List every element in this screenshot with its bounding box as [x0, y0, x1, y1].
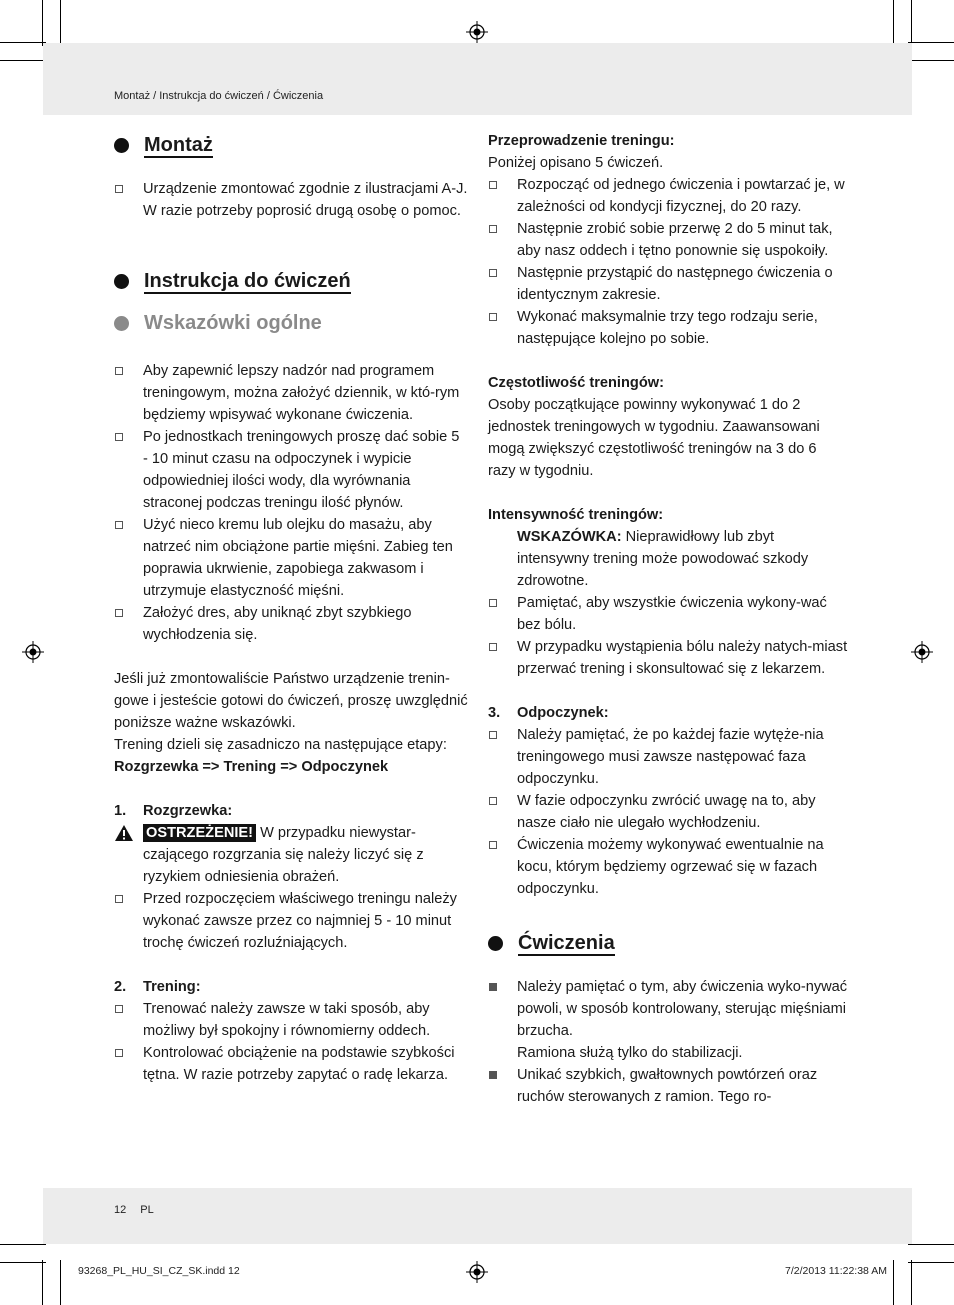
section-heading-instrukcja: Instrukcja do ćwiczeń: [114, 266, 468, 296]
checkbox-square-icon: [115, 433, 123, 441]
crop-mark: [911, 1260, 912, 1305]
crop-mark: [893, 0, 894, 46]
list-item: Rozpocząć od jednego ćwiczenia i powtarzać je, w zależności od kondycji fizycznej, do 20 razy.: [488, 174, 848, 218]
numbered-heading-warmup: 1. Rozgrzewka:: [114, 803, 233, 819]
breadcrumb: Montaż / Instrukcja do ćwiczeń / Ćwiczenia: [114, 90, 324, 102]
list-item: Należy pamiętać o tym, aby ćwiczenia wyko-nywać powoli, w sposób kontrolowany, sterując mięśniami brzucha. Ramiona służą tylko do stabilizacji.: [488, 976, 848, 1064]
section-heading-montaz: Montaż: [114, 130, 468, 160]
conduct-intro: Poniżej opisano 5 ćwiczeń.: [488, 155, 664, 171]
checkbox-square-icon: [489, 599, 497, 607]
page-number: 12 PL: [114, 1204, 154, 1216]
bullet-dot-icon: [114, 274, 129, 289]
filled-square-icon: [489, 1071, 497, 1079]
checkbox-square-icon: [115, 367, 123, 375]
crop-mark: [911, 0, 912, 46]
registration-mark-icon: [466, 21, 488, 43]
section-heading-wskazowki: Wskazówki ogólne: [114, 308, 468, 338]
list-item: Następnie przystąpić do następnego ćwiczenia o identycznym zakresie.: [488, 262, 848, 306]
checkbox-square-icon: [489, 269, 497, 277]
list-item: Unikać szybkich, gwałtownych powtórzeń oraz ruchów sterowanych z ramion. Tego ro-: [488, 1064, 848, 1108]
list-item: Urządzenie zmontować zgodnie z ilustracjami A-J. W razie potrzeby poprosić drugą osobę o pomoc.: [114, 178, 468, 222]
crop-mark: [908, 42, 954, 43]
list-item: W przypadku wystąpienia bólu należy natych-miast przerwać trening i skonsultować się z lekarzem.: [488, 636, 848, 680]
filled-square-icon: [489, 983, 497, 991]
list-item: Następnie zrobić sobie przerwę 2 do 5 minut tak, aby nasz oddech i tętno ponownie się uspokoiły.: [488, 218, 848, 262]
left-column: [114, 130, 468, 1086]
frequency-text: Osoby początkujące powinny wykonywać 1 do 2 jednostek treningowych w tygodniu. Zaawansowani mogą zwiększyć częstotliwość treningów na 3 do 6 razy w tygodniu.: [488, 397, 820, 479]
crop-mark: [908, 1244, 954, 1245]
checkbox-square-icon: [489, 225, 497, 233]
list-item: Założyć dres, aby uniknąć zbyt szybkiego wychłodzenia się.: [114, 602, 468, 646]
stages-paragraph: Trening dzieli się zasadniczo na następujące etapy:: [114, 737, 447, 753]
numbered-heading-training: 2. Trening:: [114, 979, 201, 995]
list-item: Użyć nieco kremu lub olejku do masażu, aby natrzeć nim obciążone partie mięśni. Zabieg ten poprawia ukrwienie, zapobiega zakwasom i utrzymuje elastyczność mięśni.: [114, 514, 468, 602]
checkbox-square-icon: [489, 731, 497, 739]
list-item: Przed rozpoczęciem właściwego treningu należy wykonać zawsze przez co najmniej 5 - 10 minut trochę ćwiczeń rozluźniających.: [114, 888, 468, 954]
numbered-heading-rest: 3. Odpoczynek:: [488, 705, 609, 721]
crop-mark: [893, 1260, 894, 1305]
stages-sequence: Rozgrzewka => Trening => Odpoczynek: [114, 759, 389, 775]
footer-band: [43, 1188, 912, 1244]
crop-mark: [60, 1260, 61, 1305]
checkbox-square-icon: [115, 521, 123, 529]
section-heading-cwiczenia: Ćwiczenia: [488, 928, 848, 958]
crop-mark: [60, 0, 61, 46]
list-item: Trenować należy zawsze w taki sposób, aby możliwy był spokojny i równomierny oddech.: [114, 998, 468, 1042]
list-item: Wykonać maksymalnie trzy tego rodzaju serie, następujące kolejno po sobie.: [488, 306, 848, 350]
list-item: Pamiętać, aby wszystkie ćwiczenia wykony-wać bez bólu.: [488, 592, 848, 636]
bullet-dot-icon: [114, 138, 129, 153]
list-item: Aby zapewnić lepszy nadzór nad programem treningowym, można założyć dziennik, w któ-rym będziemy wpisywać wykonane ćwiczenia.: [114, 360, 468, 426]
checkbox-square-icon: [489, 643, 497, 651]
crop-mark: [0, 60, 46, 61]
crop-mark: [42, 1260, 43, 1305]
conduct-heading: Przeprowadzenie treningu:: [488, 133, 675, 149]
bullet-dot-icon: [488, 936, 503, 951]
crop-mark: [0, 1244, 46, 1245]
hint-label: WSKAZÓWKA:: [517, 529, 622, 545]
checkbox-square-icon: [115, 1049, 123, 1057]
file-slug: 93268_PL_HU_SI_CZ_SK.indd 12: [78, 1265, 240, 1277]
crop-mark: [42, 0, 43, 46]
bullet-dot-icon: [114, 316, 129, 331]
list-item: Po jednostkach treningowych proszę dać sobie 5 - 10 minut czasu na odpoczynek i wypicie odpowiedniej ilości wody, dla wyrównania straconej podczas treningu ilość płynów.: [114, 426, 468, 514]
list-item: Ćwiczenia możemy wykonywać ewentualnie na kocu, którym będziemy ogrzewać się w fazach odpoczynku.: [488, 834, 848, 900]
checkbox-square-icon: [115, 609, 123, 617]
warning-label: OSTRZEŻENIE!: [143, 824, 256, 842]
header-band: [43, 43, 912, 115]
checkbox-square-icon: [115, 185, 123, 193]
list-item: Kontrolować obciążenie na podstawie szybkości tętna. W razie potrzeby zapytać o radę lekarza.: [114, 1042, 468, 1086]
list-item: Należy pamiętać, że po każdej fazie wytęże-nia treningowego musi zawsze następować faza odpoczynku.: [488, 724, 848, 790]
crop-mark: [0, 1262, 46, 1263]
intensity-heading: Intensywność treningów:: [488, 507, 664, 523]
checkbox-square-icon: [489, 841, 497, 849]
crop-mark: [0, 42, 46, 43]
crop-mark: [908, 60, 954, 61]
registration-mark-icon: [911, 641, 933, 663]
hint-block: WSKAZÓWKA: Nieprawidłowy lub zbyt intensywny trening może powodować szkody zdrowotne.: [517, 529, 809, 589]
date-slug: 7/2/2013 11:22:38 AM: [785, 1265, 887, 1277]
intro-paragraph: Jeśli już zmontowaliście Państwo urządzenie trenin-gowe i jesteście gotowi do ćwiczeń, proszę uwzględnić poniższe ważne wskazówki.: [114, 671, 468, 731]
checkbox-square-icon: [115, 1005, 123, 1013]
checkbox-square-icon: [489, 181, 497, 189]
registration-mark-icon: [466, 1261, 488, 1283]
list-item: W fazie odpoczynku zwrócić uwagę na to, aby nasze ciało nie ulegało wychłodzeniu.: [488, 790, 848, 834]
crop-mark: [908, 1262, 954, 1263]
warning-triangle-icon: [114, 824, 134, 842]
checkbox-square-icon: [115, 895, 123, 903]
right-column: [488, 130, 848, 1108]
registration-mark-icon: [22, 641, 44, 663]
checkbox-square-icon: [489, 313, 497, 321]
checkbox-square-icon: [489, 797, 497, 805]
frequency-heading: Częstotliwość treningów:: [488, 375, 664, 391]
warning-block: OSTRZEŻENIE! W przypadku niewystar-czającego rozgrzania się należy liczyć się z ryzykiem odniesienia obrażeń.: [114, 822, 468, 888]
